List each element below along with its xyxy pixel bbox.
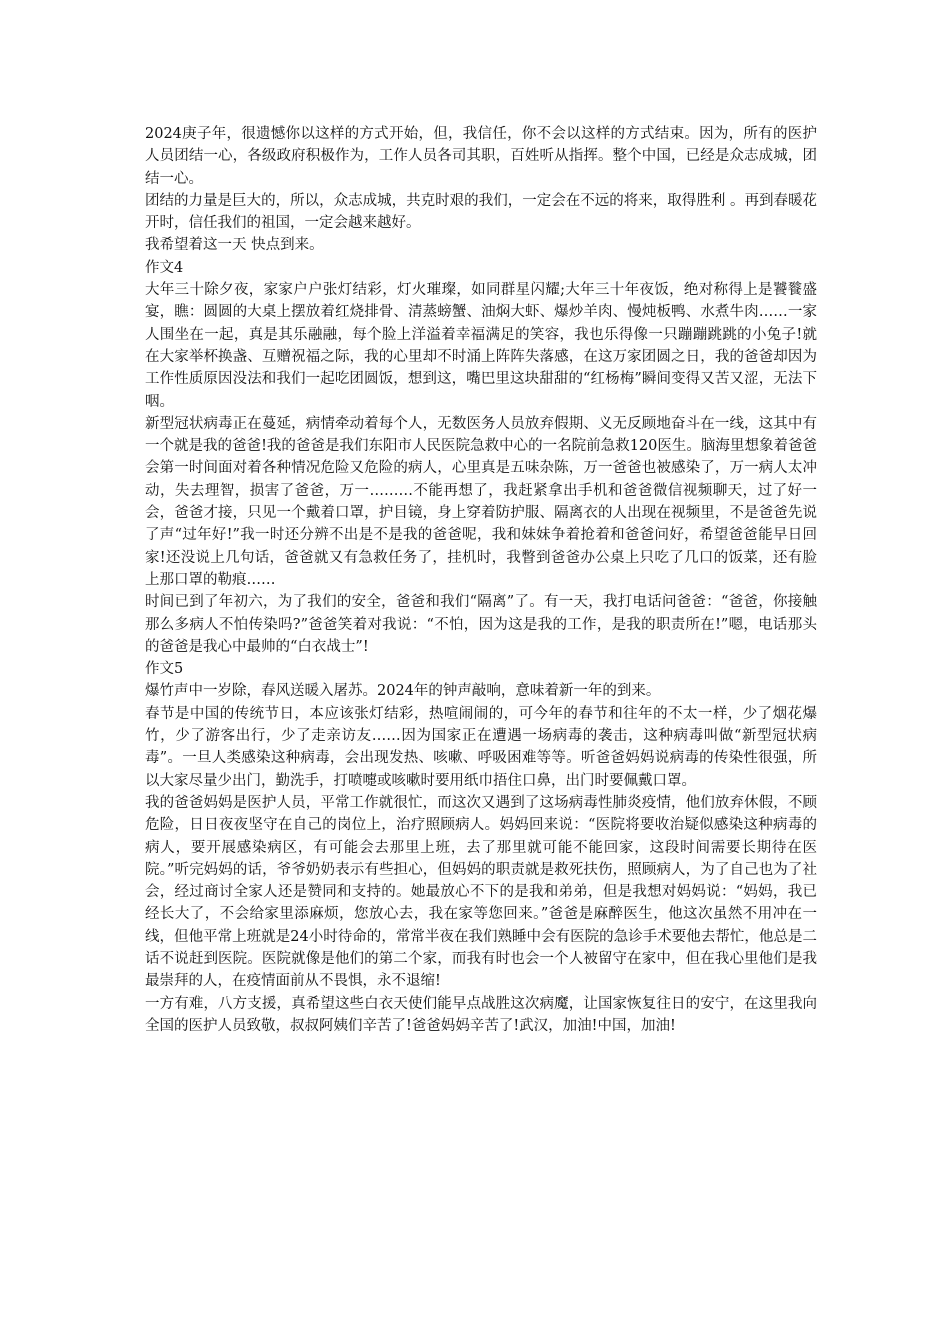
paragraph: 爆竹声中一岁除，春风送暖入屠苏。2024年的钟声敲响，意味着新一年的到来。: [145, 683, 661, 700]
paragraph: 春节是中国的传统节日，本应该张灯结彩，热喧闹闹的，可今年的春节和往年的不太一样，少了烟花爆竹，少了游客出行，少了走亲访友……因为国家正在遭遇一场病毒的袭击，这种病毒叫做“新型冠状病毒”。一旦人类感染这种病毒，会出现发热、咳嗽、呼吸困难等等。听爸爸妈妈说病毒的传染性很强，所以大家尽量少出门，勤洗手，打喷嚏或咳嗽时要用纸巾捂住口鼻，出门时要佩戴口罩。: [145, 705, 817, 789]
paragraph: 大年三十除夕夜，家家户户张灯结彩，灯火璀璨，如同群星闪耀;大年三十年夜饭，绝对称得上是饕餮盛宴，瞧：圆圆的大桌上摆放着红烧排骨、清蒸螃蟹、油焖大虾、爆炒羊肉、慢炖板鸭、水煮牛肉……一家人围坐在一起，真是其乐融融，每个脸上洋溢着幸福满足的笑容，我也乐得像一只蹦蹦跳跳的小兔子!就在大家举杯换盏、互赠祝福之际，我的心里却不时涌上阵阵失落感，在这万家团圆之日，我的爸爸却因为工作性质原因没法和我们一起吃团圆饭，想到这，嘴巴里这块甜甜的“红杨梅”瞬间变得又苦又涩，无法下咽。: [145, 282, 817, 410]
paragraph: 2024庚子年，很遗憾你以这样的方式开始，但，我信任，你不会以这样的方式结束。因为，所有的医护人员团结一心，各级政府积极作为，工作人员各司其职，百姓听从指挥。整个中国，已经是众志成城，团结一心。: [145, 126, 817, 187]
document-body: [145, 123, 817, 1037]
paragraph: 新型冠状病毒正在蔓延，病情牵动着每个人，无数医务人员放弃假期、义无反顾地奋斗在一线，这其中有一个就是我的爸爸!我的爸爸是我们东阳市人民医院急救中心的一名院前急救120医生。脑海里想象着爸爸会第一时间面对着各种情况危险又危险的病人，心里真是五味杂陈，万一爸爸也被感染了，万一病人太冲动，失去理智，损害了爸爸，万一………不能再想了，我赶紧拿出手机和爸爸微信视频聊天，过了好一会，爸爸才接，只见一个戴着口罩，护目镜，身上穿着防护服、隔离衣的人出现在视频里，不是爸爸先说了声“过年好!”我一时还分辨不出是不是我的爸爸呢，我和妹妹争着抢着和爸爸问好，希望爸爸能早日回家!还没说上几句话，爸爸就又有急救任务了，挂机时，我瞥到爸爸办公桌上只吃了几口的饭菜，还有脸上那口罩的勒痕……: [145, 415, 817, 588]
paragraph: 一方有难，八方支援，真希望这些白衣天使们能早点战胜这次病魔，让国家恢复往日的安宁，在这里我向全国的医护人员致敬，叔叔阿姨们辛苦了!爸爸妈妈辛苦了!武汉，加油!中国，加油!: [145, 995, 817, 1034]
paragraph: 我的爸爸妈妈是医护人员，平常工作就很忙，而这次又遇到了这场病毒性肺炎疫情，他们放弃休假，不顾危险，日日夜夜坚守在自己的岗位上，治疗照顾病人。妈妈回来说：“医院将要收治疑似感染这种病毒的病人，要开展感染病区，有可能会去那里上班，去了那里就可能不能回家，这段时间需要长期待在医院。”听完妈妈的话，爷爷奶奶表示有些担心，但妈妈的职责就是救死扶伤，照顾病人，为了自己也为了社会，经过商讨全家人还是赞同和支持的。她最放心不下的是我和弟弟，但是我想对妈妈说：“妈妈，我已经长大了，不会给家里添麻烦，您放心去，我在家等您回来。”爸爸是麻醉医生，他这次虽然不用冲在一线，但他平常上班就是24小时待命的，常常半夜在我们熟睡中会有医院的急诊手术要他去帮忙，他总是二话不说赶到医院。医院就像是他们的第二个家，而我有时也会一个人被留守在家中，但在我心里他们是我最崇拜的人，在疫情面前从不畏惧，永不退缩!: [145, 794, 817, 990]
section-heading: 作文4: [145, 259, 184, 276]
section-heading: 作文5: [145, 661, 184, 678]
paragraph: 时间已到了年初六，为了我们的安全，爸爸和我们“隔离”了。有一天，我打电话问爸爸：“爸爸，你接触那么多病人不怕传染吗?”爸爸笑着对我说：“不怕，因为这是我的工作，是我的职责所在!”嗯，电话那头的爸爸是我心中最帅的“白衣战士”!: [145, 594, 817, 655]
paragraph: 团结的力量是巨大的，所以，众志成城，共克时艰的我们，一定会在不远的将来，取得胜利 。再到春暖花开时，信任我们的祖国，一定会越来越好。: [145, 192, 817, 232]
paragraph: 我希望着这一天 快点到来。: [145, 237, 324, 254]
